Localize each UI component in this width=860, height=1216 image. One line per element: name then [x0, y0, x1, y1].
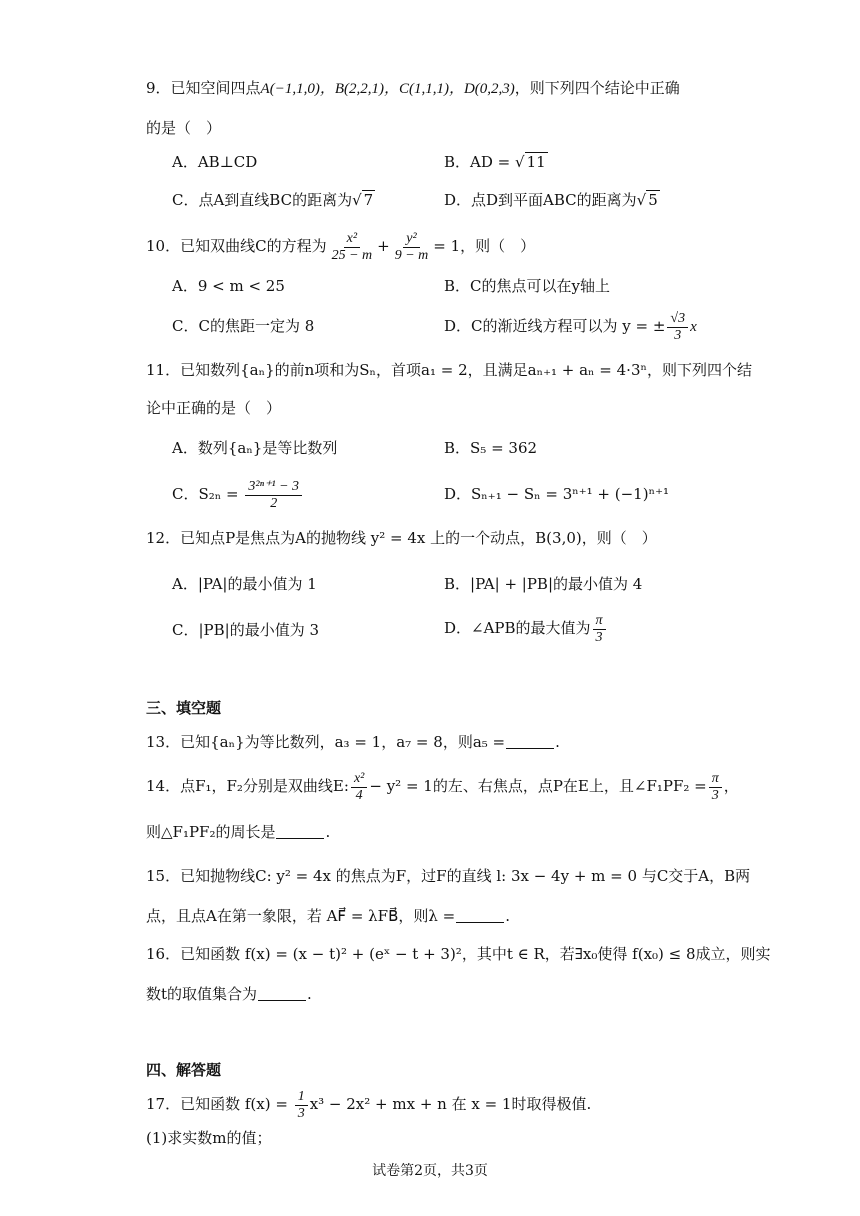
q11-stem-line1: 11．已知数列{aₙ}的前n项和为Sₙ，首项a₁ = 2，且满足aₙ₊₁ + aₙ = 4·3ⁿ，则下列四个结	[146, 361, 752, 379]
q9-stem-line2: 的是（ ）	[146, 119, 222, 137]
q10-fraction-1	[329, 231, 376, 264]
q10-fraction-1-num: x²	[344, 231, 360, 248]
q17-fraction-den: 3	[297, 1105, 305, 1121]
q14-fraction	[351, 771, 367, 804]
sqrt-symbol: √ 11	[515, 153, 546, 171]
q9-stem-line1	[146, 78, 680, 99]
q10-fraction-2-num: y²	[403, 231, 419, 248]
q15-line1: 15．已知抛物线C: y² = 4x 的焦点为F，过F的直线 l: 3x − 4y + m = 0 与C交于A，B两	[146, 867, 751, 885]
q10-fraction-1-den: 25 − m	[331, 247, 373, 263]
q9-option-b-prefix: B．AD =	[444, 153, 515, 171]
q13	[146, 732, 560, 752]
q11-option-c-fraction	[245, 479, 302, 512]
q11-option-c-den: 2	[270, 495, 278, 511]
q17-suffix: x³ − 2x² + mx + n 在 x = 1时取得极值.	[309, 1095, 592, 1113]
q17-sub1: (1)求实数m的值；	[146, 1129, 272, 1147]
q12-stem: 12．已知点P是焦点为A的抛物线 y² = 4x 上的一个动点，B(3,0)，则（ ）	[146, 529, 657, 547]
q10-fraction-2-den: 9 − m	[394, 247, 429, 263]
q9-option-c	[172, 190, 375, 210]
q14-prefix: 14．点F₁，F₂分别是双曲线E:	[146, 777, 349, 795]
q12-option-b: B．|PA| + |PB|的最小值为 4	[444, 575, 643, 593]
q9-points: A(−1,1,0)，B(2,2,1)，C(1,1,1)，D(0,2,3)	[260, 81, 515, 97]
q14-line1	[146, 766, 739, 806]
q14-line2-prefix: 则△F₁PF₂的周长是	[146, 823, 276, 841]
q10-option-a: A．9 < m < 25	[172, 277, 285, 295]
q17-fraction	[295, 1089, 308, 1122]
q9-option-d-prefix: D．点D到平面ABC的距离为	[444, 191, 637, 209]
q17-line1	[146, 1084, 591, 1124]
q9-option-c-radicand: 7	[363, 191, 374, 209]
q11-stem-line2: 论中正确的是（ ）	[146, 399, 282, 417]
q12-option-d-fraction	[593, 613, 606, 646]
q13-suffix: .	[555, 733, 560, 751]
q9-option-b	[444, 152, 548, 172]
q14-angle-den: 3	[711, 787, 719, 803]
q16-line2-suffix: .	[307, 985, 312, 1003]
q10-prefix: 10．已知双曲线C的方程为	[146, 237, 327, 255]
q17-fraction-num: 1	[295, 1089, 308, 1106]
q14-answer-blank[interactable]	[276, 824, 324, 839]
q16-line2-prefix: 数t的取值集合为	[146, 985, 258, 1003]
q16-line2	[146, 984, 312, 1004]
q11-option-c-prefix: C．S₂ₙ =	[172, 485, 244, 503]
q11-option-d: D．Sₙ₊₁ − Sₙ = 3ⁿ⁺¹ + (−1)ⁿ⁺¹	[444, 485, 670, 503]
sqrt-symbol: √ 7	[352, 191, 374, 209]
q14-line1-suffix: ，	[723, 777, 739, 795]
q16-answer-blank[interactable]	[258, 986, 306, 1001]
q14-fraction-den: 4	[355, 787, 363, 803]
q10-option-b: B．C的焦点可以在y轴上	[444, 277, 610, 295]
q9-option-a: A．AB⊥CD	[172, 153, 258, 171]
q12-option-d-prefix: D．∠APB的最大值为	[444, 619, 591, 637]
q10-option-c: C．C的焦距一定为 8	[172, 317, 315, 335]
q15-line2	[146, 906, 510, 926]
q14-angle-fraction	[709, 771, 722, 804]
q12-option-c: C．|PB|的最小值为 3	[172, 621, 320, 639]
q10-option-d-num: √3	[667, 311, 688, 328]
q16-line1: 16．已知函数 f(x) = (x − t)² + (eˣ − t + 3)²，其中t ∈ R，若∃x₀使得 f(x₀) ≤ 8成立，则实	[146, 945, 771, 963]
q11-option-c-num: 3²ⁿ⁺¹ − 3	[245, 479, 302, 496]
section-fill-in-heading: 三、填空题	[146, 699, 222, 717]
q10-option-d	[444, 306, 697, 347]
q11-option-c	[172, 474, 304, 514]
q14-line2	[146, 822, 330, 842]
q14-line2-suffix: .	[325, 823, 331, 841]
q15-answer-blank[interactable]	[456, 908, 504, 923]
q12-option-d-num: π	[593, 613, 606, 630]
q17-prefix: 17．已知函数 f(x) =	[146, 1095, 293, 1113]
q9-prefix: 9．已知空间四点	[146, 79, 261, 97]
section-solve-heading: 四、解答题	[146, 1061, 222, 1079]
q10-fraction-2	[392, 231, 432, 264]
q15-line2-prefix: 点，且点A在第一象限，若 AF⃗ = λFB⃗，则λ =	[146, 907, 456, 925]
q10-option-d-suffix: x	[690, 319, 697, 335]
q11-option-b: B．S₅ = 362	[444, 439, 538, 457]
q9-option-c-prefix: C．点A到直线BC的距离为	[172, 191, 353, 209]
q13-prefix: 13．已知{aₙ}为等比数列，a₃ = 1，a₇ = 8，则a₅ =	[146, 733, 506, 751]
q14-mid: − y² = 1的左、右焦点，点P在E上，且∠F₁PF₂ =	[369, 777, 707, 795]
sqrt-symbol: √ 5	[636, 191, 658, 209]
q10-suffix: = 1，则（ ）	[433, 237, 536, 255]
q9-suffix: ，则下列四个结论中正确	[514, 79, 680, 97]
q12-option-d-den: 3	[595, 629, 603, 645]
q15-line2-suffix: .	[505, 907, 510, 925]
q11-option-a: A．数列{aₙ}是等比数列	[172, 439, 338, 457]
page-footer: 试卷第2页，共3页	[372, 1163, 488, 1179]
q9-option-d-radicand: 5	[648, 191, 658, 209]
q12-option-a: A．|PA|的最小值为 1	[172, 575, 317, 593]
q9-option-d	[444, 190, 660, 210]
q10-option-d-den: 3	[674, 327, 682, 343]
q14-angle-num: π	[709, 771, 722, 788]
q10-stem: 10．已知双曲线C的方程为 $\frac{\text{x²}}{25 - m}$ + $\frac{\text{y²}}{9 - m}$ = 1，则（ ）	[146, 230, 536, 263]
q12-option-d	[444, 608, 608, 648]
q10-option-d-fraction	[667, 311, 688, 344]
q9-option-b-radicand: 11	[526, 153, 546, 171]
q14-fraction-num: x²	[351, 771, 367, 788]
q13-answer-blank[interactable]	[506, 734, 554, 749]
q10-option-d-prefix: D．C的渐近线方程可以为 y = ±	[444, 317, 666, 335]
